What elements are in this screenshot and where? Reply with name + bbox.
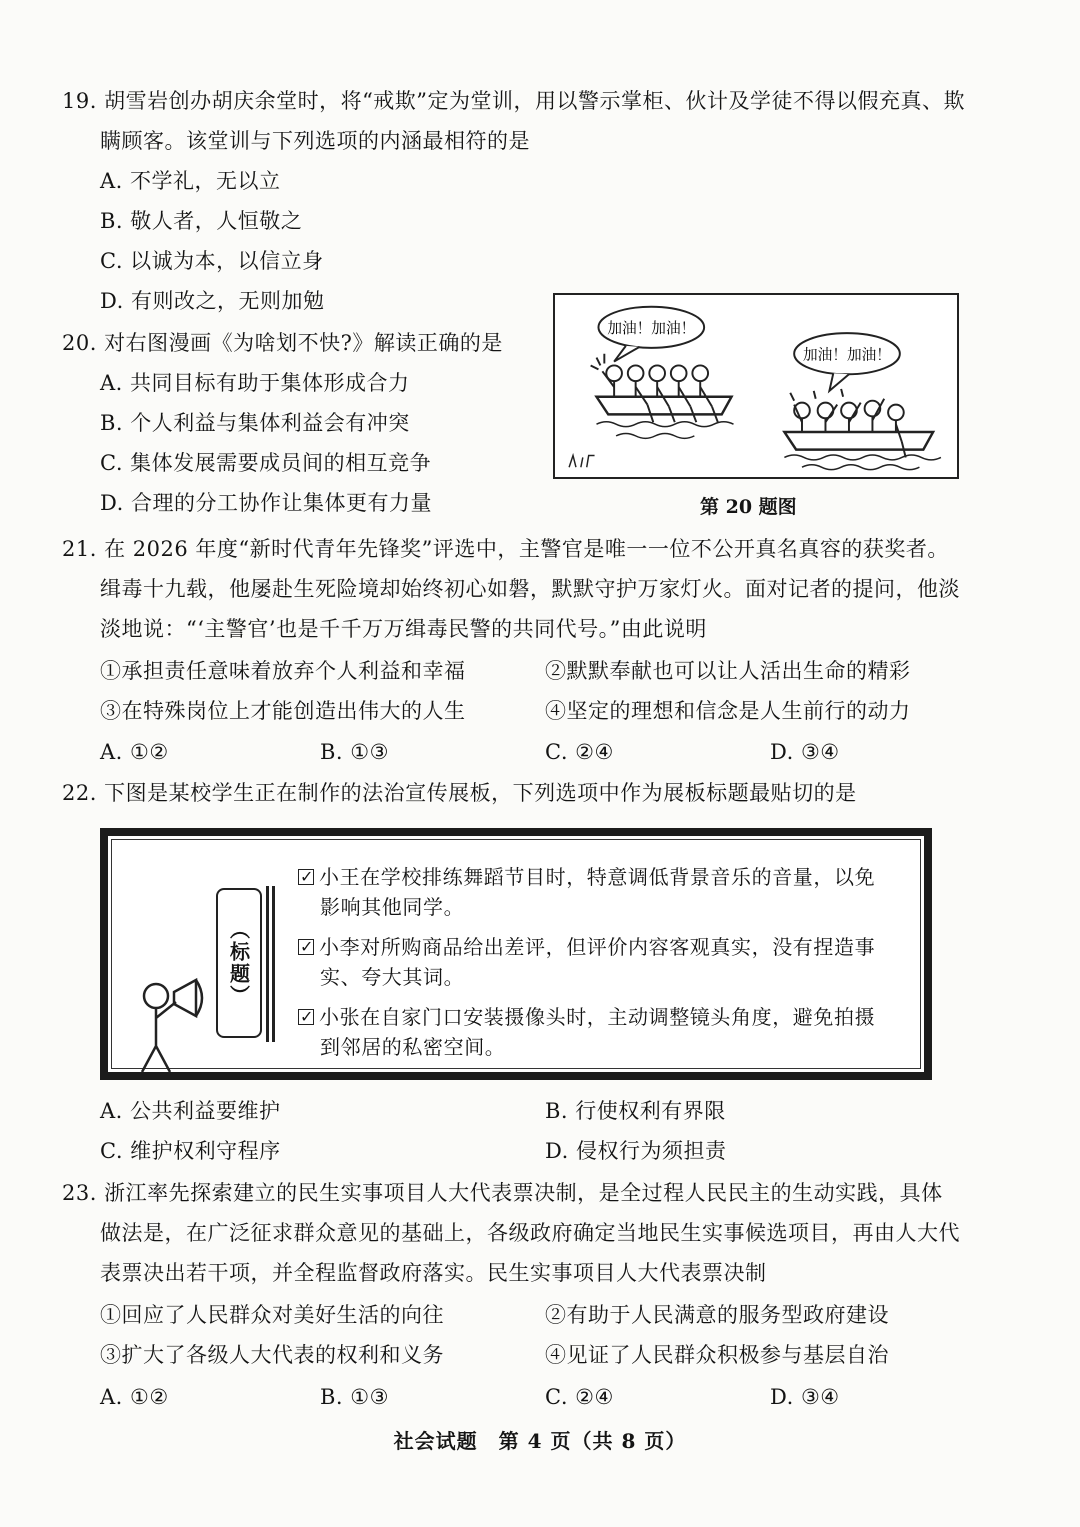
board-item-3-line2: 到邻居的私密空间。 xyxy=(320,1035,506,1059)
board-title: （标题） xyxy=(226,919,251,1007)
board-item-1-line1: 小王在学校排练舞蹈节目时，特意调低背景音乐的音量，以免 xyxy=(319,865,876,889)
q20-option-d: D. 合理的分工协作让集体更有力量 xyxy=(100,491,432,515)
q21-statement-3: ③在特殊岗位上才能创造出伟大的人生 xyxy=(100,699,466,723)
q19-stem-line2: 瞒顾客。该堂训与下列选项的内涵最相符的是 xyxy=(100,129,530,153)
q22-option-b: B. 行使权利有界限 xyxy=(545,1099,726,1123)
q22-option-a: A. 公共利益要维护 xyxy=(100,1099,281,1123)
q21-statement-1: ①承担责任意味着放弃个人利益和幸福 xyxy=(100,659,466,683)
q23-option-d: D. ③④ xyxy=(770,1385,840,1409)
q23-stem-line3: 表票决出若干项，并全程监督政府落实。民生实事项目人大代表票决制 xyxy=(100,1261,767,1285)
board-item-1-line2: 影响其他同学。 xyxy=(320,895,465,919)
page-footer: 社会试题 第 4 页（共 8 页） xyxy=(393,1429,687,1453)
rowing-cartoon-drawing xyxy=(555,295,957,477)
q23-option-c: C. ②④ xyxy=(545,1385,614,1409)
q20-option-c: C. 集体发展需要成员间的相互竞争 xyxy=(100,451,432,475)
figure-20-caption: 第 20 题图 xyxy=(700,496,797,518)
q23-statement-1: ①回应了人民群众对美好生活的向往 xyxy=(100,1303,444,1327)
checkbox-checked-icon xyxy=(298,1009,314,1025)
q22-stem: 22. 下图是某校学生正在制作的法治宣传展板，下列选项中作为展板标题最贴切的是 xyxy=(62,781,857,805)
checkbox-checked-icon xyxy=(298,939,314,955)
q23-statement-3: ③扩大了各级人大代表的权利和义务 xyxy=(100,1343,444,1367)
board-item-3 xyxy=(298,1002,875,1032)
q22-option-c: C. 维护权利守程序 xyxy=(100,1139,281,1163)
q19-option-b: B. 敬人者，人恒敬之 xyxy=(100,209,303,233)
board-title-box xyxy=(216,888,262,1038)
q20-option-a: A. 共同目标有助于集体形成合力 xyxy=(100,371,410,395)
q19-option-d: D. 有则改之，无则加勉 xyxy=(100,289,325,313)
q23-option-b: B. ①③ xyxy=(320,1385,389,1409)
q23-statement-4: ④见证了人民群众积极参与基层自治 xyxy=(545,1343,889,1367)
q21-statement-2: ②默默奉献也可以让人活出生命的精彩 xyxy=(545,659,911,683)
q19-option-c: C. 以诚为本，以信立身 xyxy=(100,249,324,273)
board-item-3-line1: 小张在自家门口安装摄像头时，主动调整镜头角度，避免拍摄 xyxy=(319,1005,876,1029)
q23-stem-line1: 23. 浙江率先探索建立的民生实事项目人大代表票决制，是全过程人民民主的生动实践，具体 xyxy=(62,1181,943,1205)
q21-stem-line2: 缉毒十九载，他屡赴生死险境却始终初心如磐，默默守护万家灯火。面对记者的提问，他淡 xyxy=(100,577,960,601)
q21-option-b: B. ①③ xyxy=(320,740,389,764)
q21-option-a: A. ①② xyxy=(100,740,169,764)
q21-option-d: D. ③④ xyxy=(770,740,840,764)
q23-stem-line2: 做法是，在广泛征求群众意见的基础上，各级政府确定当地民生实事候选项目，再由人大代 xyxy=(100,1221,960,1245)
q20-option-b: B. 个人利益与集体利益会有冲突 xyxy=(100,411,410,435)
bubble1-text: 加油！加油！ xyxy=(607,320,696,338)
rowing-cartoon xyxy=(553,293,959,479)
q21-statement-4: ④坚定的理想和信念是人生前行的动力 xyxy=(545,699,911,723)
board-divider xyxy=(266,886,276,1042)
board-item-2-line1: 小李对所购商品给出差评，但评价内容客观真实，没有捏造事 xyxy=(319,935,876,959)
publicity-board xyxy=(100,828,932,1080)
q19-stem-line1: 19. 胡雪岩创办胡庆余堂时，将“戒欺”定为堂训，用以警示掌柜、伙计及学徒不得以假充真、欺 xyxy=(62,89,966,113)
q21-option-c: C. ②④ xyxy=(545,740,614,764)
board-item-2 xyxy=(298,932,875,962)
q22-option-d: D. 侵权行为须担责 xyxy=(545,1139,727,1163)
bubble2-text: 加油！加油！ xyxy=(803,346,891,364)
q20-stem: 20. 对右图漫画《为啥划不快?》解读正确的是 xyxy=(62,331,503,355)
q23-statement-2: ②有助于人民满意的服务型政府建设 xyxy=(545,1303,889,1327)
checkbox-checked-icon xyxy=(298,869,314,885)
megaphone-figure-icon xyxy=(134,972,224,1080)
q19-option-a: A. 不学礼，无以立 xyxy=(100,169,281,193)
q23-option-a: A. ①② xyxy=(100,1385,169,1409)
q21-stem-line1: 21. 在 2026 年度“新时代青年先锋奖”评选中，主警官是唯一一位不公开真名真容的获奖者。 xyxy=(62,537,949,561)
q21-stem-line3: 淡地说：“‘主警官’也是千千万万缉毒民警的共同代号。”由此说明 xyxy=(100,617,707,641)
board-item-1 xyxy=(298,862,875,892)
board-item-2-line2: 实、夸大其词。 xyxy=(320,965,465,989)
